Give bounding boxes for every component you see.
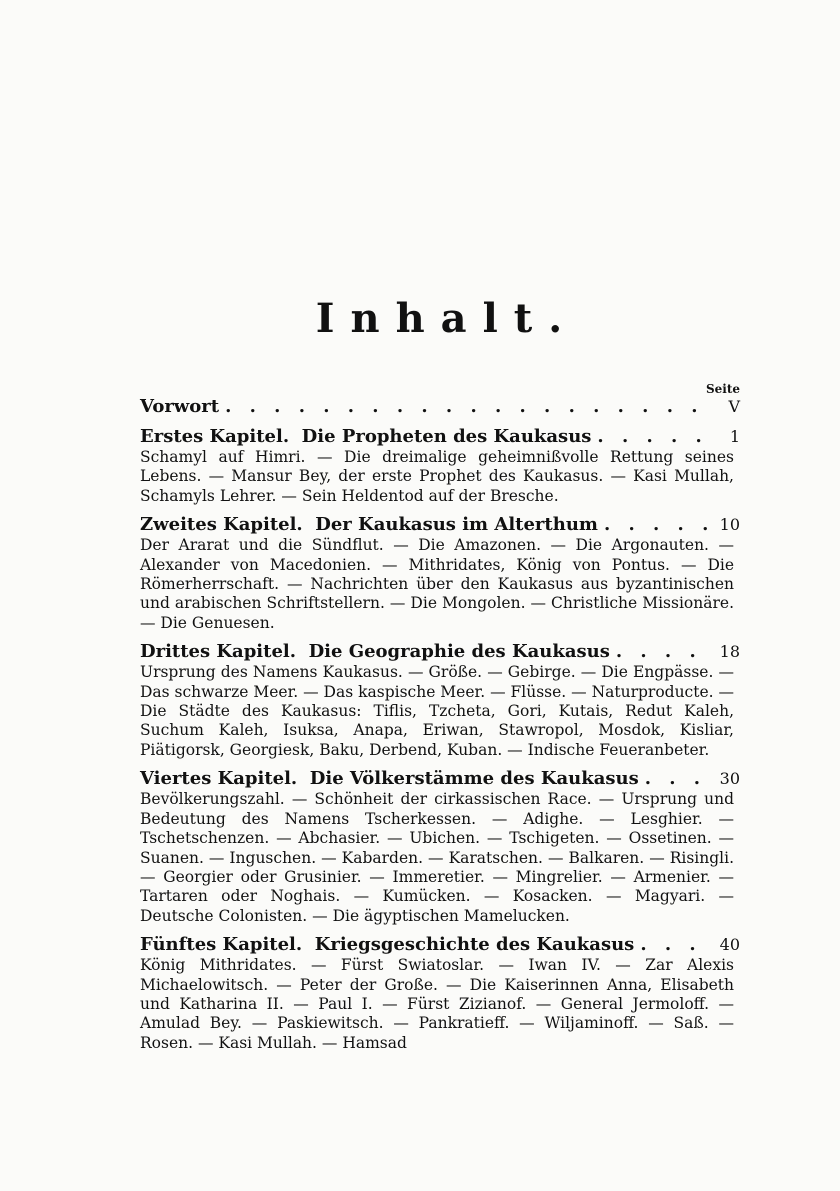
toc-entry-chapter-3 [140, 641, 740, 760]
entry-page-number: V [728, 397, 740, 416]
leader-dots [225, 396, 710, 418]
entry-page-number: 30 [719, 769, 740, 789]
entry-heading [140, 396, 740, 418]
entry-title: Die Geographie des Kaukasus [308, 641, 610, 663]
leader-dots [640, 934, 710, 956]
leader-dots [604, 514, 710, 536]
entry-title: Die Völkerstämme des Kaukasus [309, 768, 639, 790]
leader-dots [616, 641, 710, 663]
page-column-label: Seite [705, 382, 740, 396]
entry-label: Viertes Kapitel. [140, 768, 298, 790]
table-of-contents [140, 295, 740, 1061]
entry-page-number: 1 [729, 427, 740, 446]
entry-page-number: 40 [719, 935, 740, 955]
leader-dots [597, 426, 710, 448]
entry-label: Erstes Kapitel. [140, 426, 290, 447]
entry-label: Zweites Kapitel. [140, 514, 303, 536]
entry-description: Der Ararat und die Sündflut. — Die Amazonen. — Die Argonauten. — Alexander von Macedonien. — Mithridates, König von Pontus. — Die Römerherrschaft. — Nachrichten über den Kaukasus aus byzantinischen und arabischen Schriftstellern. — Die Mongolen. — Christliche Missionäre. — Die Genuesen. [140, 536, 734, 632]
page-title: Inhalt. [315, 295, 579, 342]
entry-heading [140, 426, 740, 448]
entry-page-number: 18 [719, 642, 740, 662]
toc-entry-chapter-4 [140, 768, 740, 926]
entry-heading [140, 768, 740, 790]
entry-label: Fünftes Kapitel. [140, 934, 303, 956]
entry-description: Bevölkerungszahl. — Schönheit der cirkassischen Race. — Ursprung und Bedeutung des Namens Tscherkessen. — Adighe. — Lesghier. — Tschetschenzen. — Abchasier. — Ubichen. — Tschigeten. — Ossetinen. — Suanen. — Inguschen. — Kabarden. — Karatschen. — Balkaren. — Risingli. — Georgier oder Grusinier. — Immeretier. — Mingrelier. — Armenier. — Tartaren oder Noghais. — Kumücken. — Kosacken. — Magyari. — Deutsche Colonisten. — Die ägyptischen Mamelucken. [140, 790, 734, 925]
entry-label: Drittes Kapitel. [140, 641, 297, 663]
entry-title: Der Kaukasus im Alterthum [315, 514, 598, 536]
toc-entry-chapter-5 [140, 934, 740, 1053]
entry-page-number: 10 [719, 515, 740, 535]
entry-description: König Mithridates. — Fürst Swiatoslar. — Iwan IV. — Zar Alexis Michaelowitsch. — Peter der Große. — Die Kaiserinnen Anna, Elisabeth und Katharina II. — Paul I. — Fürst Zizianof. — General Jermoloff. — Amulad Bey. — Paskiewitsch. — Pankratieff. — Wiljaminoff. — Saß. — Rosen. — Kasi Mullah. — Hamsad [140, 956, 734, 1052]
entry-title: Kriegsgeschichte des Kaukasus [314, 934, 635, 956]
entry-heading [140, 934, 740, 956]
entry-heading [140, 641, 740, 663]
entry-label: Vorwort [140, 396, 220, 417]
leader-dots [645, 768, 710, 790]
toc-entry-chapter-2 [140, 514, 740, 633]
entry-description: Schamyl auf Himri. — Die dreimalige geheimnißvolle Rettung seines Lebens. — Mansur Bey, der erste Prophet des Kaukasus. — Kasi Mullah, Schamyls Lehrer. — Sein Heldentod auf der Bresche. [140, 448, 734, 505]
entry-heading [140, 514, 740, 536]
toc-entry-chapter-1 [140, 426, 740, 506]
entry-description: Ursprung des Namens Kaukasus. — Größe. — Gebirge. — Die Engpässe. — Das schwarze Meer. — Das kaspische Meer. — Flüsse. — Naturproducte. — Die Städte des Kaukasus: Tiflis, Tzcheta, Gori, Kutais, Redut Kaleh, Suchum Kaleh, Isuksa, Anapa, Eriwan, Stawropol, Mosdok, Kisliar, Piätigorsk, Georgiesk, Baku, Derbend, Kuban. — Indische Feueranbeter. [140, 663, 734, 759]
entry-title: Die Propheten des Kaukasus [301, 426, 592, 447]
toc-entry-preface [140, 396, 740, 418]
